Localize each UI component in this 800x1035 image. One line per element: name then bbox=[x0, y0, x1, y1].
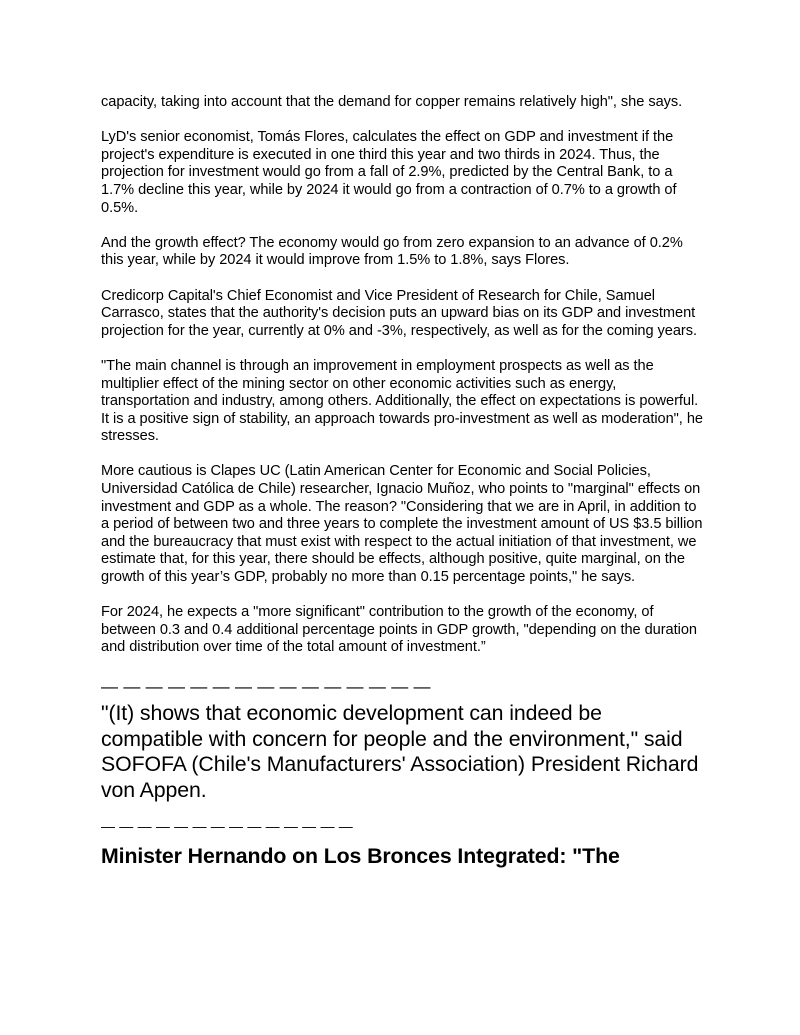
body-paragraph-6: More cautious is Clapes UC (Latin American Center for Economic and Social Policies, Universidad Católica de Chile) researcher, Ignacio Muñoz, who points to "marginal" effects on investment and GDP as a whole. The reason? "Considering that we are in April, in addition to a period of between two and three years to complete the investment amount of US $3.5 billion and the bureaucracy that must exist with respect to the actual initiation of that investment, we estimate that, for this year, there should be effects, although positive, quite marginal, on the growth of this year’s GDP, probably no more than 0.15 percentage points," he says. bbox=[101, 463, 703, 586]
body-paragraph-1: capacity, taking into account that the demand for copper remains relatively high", she says. bbox=[101, 94, 683, 110]
pull-quote: "(It) shows that economic development can indeed be compatible with concern for people and the environment," said SOFOFA (Chile's Manufacturers' Association) President Richard von Appen. bbox=[101, 701, 699, 802]
body-paragraph-2: LyD's senior economist, Tomás Flores, calculates the effect on GDP and investment if the project's expenditure is executed in one third this year and two thirds in 2024. Thus, the projection for investment would go from a fall of 2.9%, predicted by the Central Bank, to a 1.7% decline this year, while by 2024 it would go from a contraction of 0.7% to a growth of 0.5%. bbox=[101, 129, 677, 216]
section-separator-short: — — — — — — — — — — — — — — bbox=[101, 818, 353, 835]
body-paragraph-5: "The main channel is through an improvement in employment prospects as well as the multiplier effect of the mining sector on other economic activities such as energy, transportation and industry, among others. Additionally, the effect on expectations is powerful. It is a positive sign of stability, an approach towards pro-investment as well as moderation", he stresses. bbox=[101, 357, 703, 445]
section-separator-long: — — — — — — — — — — — — — — — bbox=[101, 677, 431, 696]
body-paragraph-7: For 2024, he expects a "more significant" contribution to the growth of the economy, of between 0.3 and 0.4 additional percentage points in GDP growth, "depending on the duration and distribution over time of the total amount of investment.” bbox=[101, 604, 697, 656]
body-paragraph-4: Credicorp Capital's Chief Economist and Vice President of Research for Chile, Samuel Carrasco, states that the authority's decision puts an upward bias on its GDP and investment projection for the year, currently at 0% and -3%, respectively, as well as for the coming years. bbox=[101, 287, 697, 339]
document-page bbox=[101, 94, 705, 869]
section-heading: Minister Hernando on Los Bronces Integrated: "The bbox=[101, 844, 620, 869]
body-paragraph-3: And the growth effect? The economy would go from zero expansion to an advance of 0.2% this year, while by 2024 it would improve from 1.5% to 1.8%, says Flores. bbox=[101, 234, 683, 269]
